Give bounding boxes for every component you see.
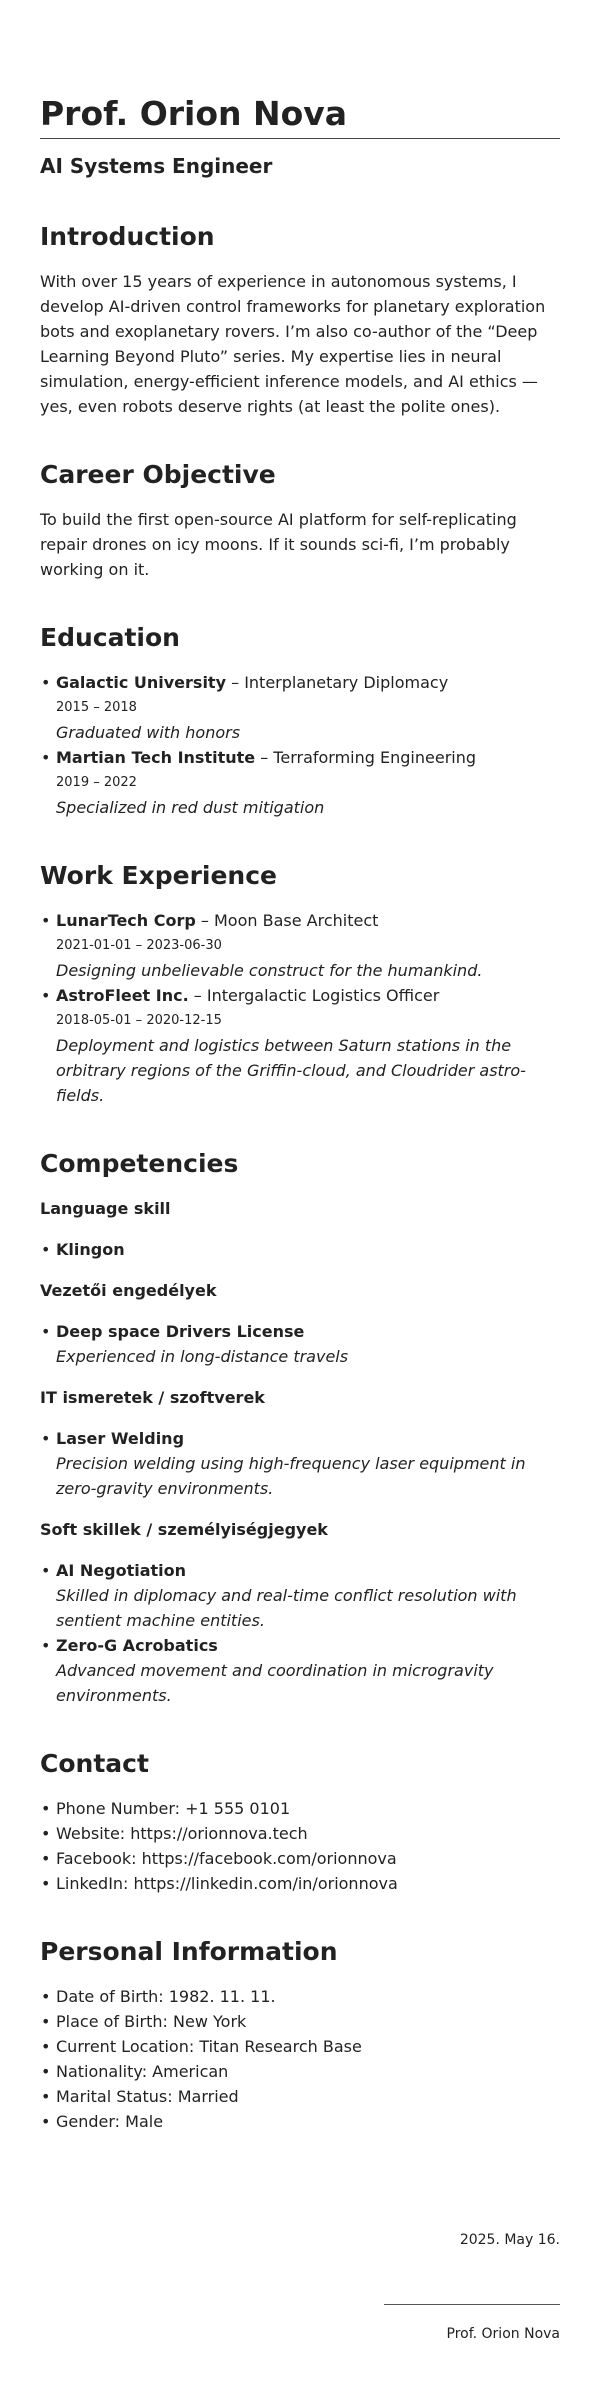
competency-list	[40, 1319, 560, 1369]
field-of-study: Terraforming Engineering	[273, 748, 477, 767]
competency-group-title: Vezetői engedélyek	[40, 1281, 217, 1300]
education-item	[56, 745, 560, 820]
separator: –	[255, 748, 274, 767]
job-role: Moon Base Architect	[214, 911, 379, 930]
competency-name: Zero-G Acrobatics	[56, 1636, 218, 1655]
personal-info-item: • Current Location: Titan Research Base	[56, 2034, 560, 2059]
company-name: AstroFleet Inc.	[56, 986, 189, 1005]
education-note: Graduated with honors	[56, 723, 241, 742]
personal-info-item: • Marital Status: Married	[56, 2084, 560, 2109]
job-title: AI Systems Engineer	[40, 154, 273, 178]
work-description: Designing unbelievable construct for the humankind.	[56, 961, 483, 980]
introduction-text: With over 15 years of experience in autonomous systems, I develop AI-driven control frameworks for planetary exploration bots and exoplanetary rovers. I’m also co-author of the “Deep Learning Beyond Pluto” series. My expertise lies in neural simulation, energy-efficient inference models, and AI ethics — yes, even robots deserve rights (at least the polite ones).	[40, 272, 546, 416]
work-description: Deployment and logistics between Saturn stations in the orbitrary regions of the Griffin-cloud, and Cloudrider astro-fields.	[56, 1036, 526, 1105]
education-item	[56, 670, 560, 745]
contact-facebook: • Facebook: https://facebook.com/orionnova	[56, 1846, 560, 1871]
personal-info-item: • Nationality: American	[56, 2059, 560, 2084]
work-item	[56, 908, 560, 983]
introduction-section	[40, 221, 560, 419]
work-experience-section	[40, 860, 560, 1108]
competency-item	[56, 1633, 560, 1708]
personal-info-heading: Personal Information	[40, 1937, 338, 1966]
competency-item	[56, 1319, 560, 1369]
competency-item	[56, 1426, 560, 1501]
competency-group-title: IT ismeretek / szoftverek	[40, 1388, 265, 1407]
competency-name: Deep space Drivers License	[56, 1322, 305, 1341]
education-list	[40, 670, 560, 820]
separator: –	[226, 673, 245, 692]
contact-phone: • Phone Number: +1 555 0101	[56, 1796, 560, 1821]
education-section	[40, 622, 560, 820]
signature-line	[384, 2304, 560, 2305]
education-heading: Education	[40, 623, 180, 652]
competency-item	[56, 1237, 560, 1262]
title-divider	[40, 138, 560, 139]
introduction-heading: Introduction	[40, 222, 215, 251]
competency-list	[40, 1237, 560, 1262]
contact-linkedin: • LinkedIn: https://linkedin.com/in/orionnova	[56, 1871, 560, 1896]
competency-list	[40, 1426, 560, 1501]
competency-description: Precision welding using high-frequency laser equipment in zero-gravity environments.	[56, 1454, 526, 1498]
personal-info-section	[40, 1936, 560, 2134]
institution-name: Martian Tech Institute	[56, 748, 256, 767]
contact-list	[40, 1796, 560, 1896]
page-title: Prof. Orion Nova	[40, 94, 348, 133]
education-dates: 2019 – 2022	[56, 775, 137, 790]
competency-name: Klingon	[56, 1240, 125, 1259]
personal-info-item: • Gender: Male	[56, 2109, 560, 2134]
personal-info-item: • Date of Birth: 1982. 11. 11.	[56, 1984, 560, 2009]
competencies-section	[40, 1148, 560, 1708]
education-note: Specialized in red dust mitigation	[56, 798, 325, 817]
contact-heading: Contact	[40, 1749, 149, 1778]
work-experience-heading: Work Experience	[40, 861, 277, 890]
contact-section	[40, 1748, 560, 1896]
competency-group-title: Soft skillek / személyiségjegyek	[40, 1520, 328, 1539]
personal-info-item: • Place of Birth: New York	[56, 2009, 560, 2034]
education-dates: 2015 – 2018	[56, 700, 137, 715]
job-role: Intergalactic Logistics Officer	[206, 986, 440, 1005]
separator: –	[195, 911, 214, 930]
career-objective-text: To build the first open-source AI platform for self-replicating repair drones on icy moons. If it sounds sci-fi, I’m probably working on it.	[40, 510, 517, 579]
competency-item	[56, 1558, 560, 1633]
work-experience-list	[40, 908, 560, 1108]
work-item	[56, 983, 560, 1108]
competency-name: Laser Welding	[56, 1429, 185, 1448]
document-date: 2025. May 16.	[459, 2232, 560, 2248]
contact-website: • Website: https://orionnova.tech	[56, 1821, 560, 1846]
competency-description: Skilled in diplomacy and real-time conflict resolution with sentient machine entities.	[56, 1586, 517, 1630]
career-objective-heading: Career Objective	[40, 460, 276, 489]
separator: –	[188, 986, 207, 1005]
personal-info-list	[40, 1984, 560, 2134]
competency-description: Advanced movement and coordination in microgravity environments.	[56, 1661, 494, 1705]
work-dates: 2021-01-01 – 2023-06-30	[56, 938, 222, 953]
signature-name: Prof. Orion Nova	[446, 2326, 560, 2342]
competencies-heading: Competencies	[40, 1149, 239, 1178]
institution-name: Galactic University	[56, 673, 227, 692]
competency-list	[40, 1558, 560, 1708]
competency-name: AI Negotiation	[56, 1561, 187, 1580]
competency-description: Experienced in long-distance travels	[56, 1347, 349, 1366]
work-dates: 2018-05-01 – 2020-12-15	[56, 1013, 222, 1028]
career-objective-section	[40, 459, 560, 582]
competency-group-title: Language skill	[40, 1199, 171, 1218]
company-name: LunarTech Corp	[56, 911, 196, 930]
field-of-study: Interplanetary Diplomacy	[244, 673, 449, 692]
